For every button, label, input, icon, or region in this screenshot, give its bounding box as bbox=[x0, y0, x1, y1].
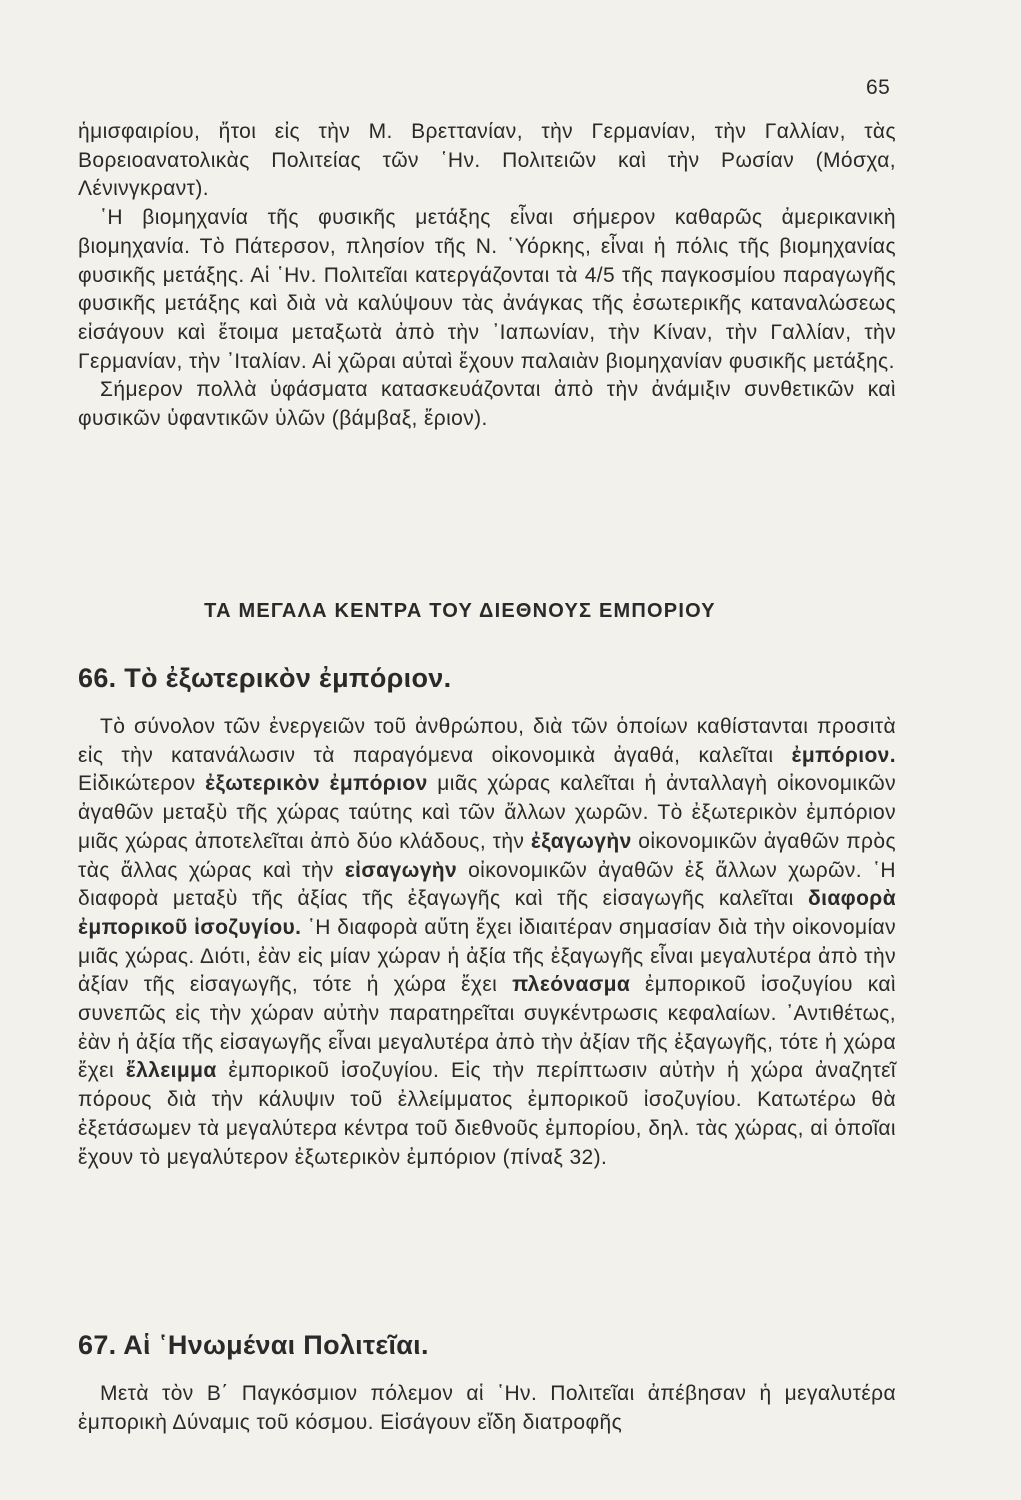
paragraph: ῾Η βιομηχανία τῆς φυσικῆς μετάξης εἶναι σήμερον καθαρῶς ἀμερικανικὴ βιομηχανία. Τὸ Πάτερσον, πλησίον τῆς Ν. ῾Υόρκης, εἶναι ἡ πόλις τῆς βιομηχανίας φυσικῆς μετάξης. Αἱ ῾Ην. Πολιτεῖαι κατεργάζονται τὰ 4/5 τῆς παγκοσμίου παραγωγῆς φυσικῆς μετάξης καὶ διὰ νὰ καλύψουν τὰς ἀνάγκας τῆς ἐσωτερικῆς καταναλώσεως εἰσάγουν καὶ ἕτοιμα μεταξωτὰ ἀπὸ τὴν ᾿Ιαπωνίαν, τὴν Κίναν, τὴν Γαλλίαν, τὴν Γερμανίαν, τὴν ᾿Ιταλίαν. Αἱ χῶραι αὐταὶ ἔχουν παλαιὰν βιομηχανίαν φυσικῆς μετάξης. bbox=[78, 206, 896, 373]
section-67-text bbox=[78, 1380, 896, 1437]
text-run: οἰκονομικῶν ἀγαθῶν ἐξ ἄλλων χωρῶν. ῾Η διαφορὰ μεταξὺ τῆς ἀξίας τῆς ἐξαγωγῆς καὶ τῆς εἰσαγωγῆς καλεῖται bbox=[78, 858, 896, 911]
bold-term: ἐμπόριον. bbox=[791, 743, 896, 767]
text-run: μιᾶς χώρας καλεῖται ἡ ἀνταλλαγὴ οἰκονομικῶν ἀγαθῶν μεταξὺ τῆς χώρας ταύτης καὶ τῶν ἄλλων χωρῶν. Τὸ ἐξωτερικὸν ἐμπόριον μιᾶς χώρας ἀποτελεῖται ἀπὸ δύο κλάδους, τὴν bbox=[78, 772, 896, 853]
intro-text bbox=[78, 118, 896, 434]
chapter-heading: ΤΑ ΜΕΓΑΛΑ ΚΕΝΤΡΑ ΤΟΥ ΔΙΕΘΝΟΥΣ ΕΜΠΟΡΙΟΥ bbox=[204, 600, 716, 622]
paragraph: Σήμερον πολλὰ ὑφάσματα κατασκευάζονται ἀπὸ τὴν ἀνάμιξιν συνθετικῶν καὶ φυσικῶν ὑφαντικῶν ὑλῶν (βάμβαξ, ἔριον). bbox=[78, 378, 896, 431]
bold-term: εἰσαγωγὴν bbox=[344, 858, 458, 882]
text-run: ἐμπορικοῦ ἰσοζυγίου καὶ συνεπῶς εἰς τὴν χώραν αὐτὴν παρατηρεῖται συγκέντρωσις κεφαλαίων. ᾿Αντιθέτως, ἐὰν ἡ ἀξία τῆς εἰσαγωγῆς εἶναι μεγαλυτέρα ἀπὸ τὴν ἀξίαν τῆς ἐξαγωγῆς, τότε ἡ χώρα ἔχει bbox=[78, 973, 896, 1083]
paragraph bbox=[78, 713, 896, 1172]
text-run: οἰκονομικῶν ἀγαθῶν πρὸς τὰς ἄλλας χώρας καὶ τὴν bbox=[78, 829, 896, 882]
text-run: ῾Η διαφορὰ αὕτη ἔχει ἰδιαιτέραν σημασίαν διὰ τὴν οἰκονομίαν μιᾶς χώρας. Διότι, ἐὰν εἰς μίαν χώραν ἡ ἀξία τῆς ἐξαγωγῆς εἶναι μεγαλυτέρα ἀπὸ τὴν ἀξίαν τῆς εἰσαγωγῆς, τότε ἡ χώρα ἔχει bbox=[78, 915, 896, 997]
paragraph: ἡμισφαιρίου, ἤτοι εἰς τὴν Μ. Βρεττανίαν, τὴν Γερμανίαν, τὴν Γαλλίαν, τὰς Βορειοανατολικὰς Πολιτείας τῶν ῾Ην. Πολιτειῶν καὶ τὴν Ρωσίαν (Μόσχα, Λένινγκραντ). bbox=[78, 120, 896, 201]
section-66-text bbox=[78, 713, 896, 1172]
bold-term: ἐξαγωγὴν bbox=[530, 829, 632, 853]
page-number: 65 bbox=[866, 76, 891, 99]
section-67-title: 67. Αἱ ῾Ηνωμέναι Πολιτεῖαι. bbox=[78, 1330, 429, 1360]
paragraph: Μετὰ τὸν Β΄ Παγκόσμιον πόλεμον αἱ ῾Ην. Πολιτεῖαι ἀπέβησαν ἡ μεγαλυτέρα ἐμπορικὴ Δύναμις τοῦ κόσμου. Εἰσάγουν εἴδη διατροφῆς bbox=[78, 1382, 896, 1434]
text-run: ἐμπορικοῦ ἰσοζυγίου. Εἰς τὴν περίπτωσιν αὐτὴν ἡ χώρα ἀναζητεῖ πόρους διὰ τὴν κάλυψιν τοῦ ἐλλείμματος ἐμπορικοῦ ἰσοζυγίου. Κατωτέρω θὰ ἐξετάσωμεν τὰ μεγαλύτερα κέντρα τοῦ διεθνοῦς ἐμπορίου, δηλ. τὰς χώρας, αἱ ὁποῖαι ἔχουν τὸ μεγαλύτερον ἐξωτερικὸν ἐμπόριον (πίναξ 32). bbox=[78, 1059, 896, 1169]
bold-term: ἔλλειμμα bbox=[125, 1059, 217, 1083]
text-run: Εἰδικώτερον bbox=[78, 772, 206, 796]
bold-term: πλεόνασμα bbox=[512, 973, 631, 997]
bold-term: διαφορὰ ἐμπορικοῦ ἰσοζυγίου. bbox=[78, 887, 896, 939]
bold-term: ἐξωτερικὸν ἐμπόριον bbox=[205, 772, 428, 796]
section-66-title: 66. Τὸ ἐξωτερικὸν ἐμπόριον. bbox=[78, 663, 452, 693]
text-run: Τὸ σύνολον τῶν ἐνεργειῶν τοῦ ἀνθρώπου, διὰ τῶν ὁποίων καθίστανται προσιτὰ εἰς τὴν κατανάλωσιν τὰ παραγόμενα οἰκονομικὰ ἀγαθά, καλεῖται bbox=[78, 715, 896, 767]
